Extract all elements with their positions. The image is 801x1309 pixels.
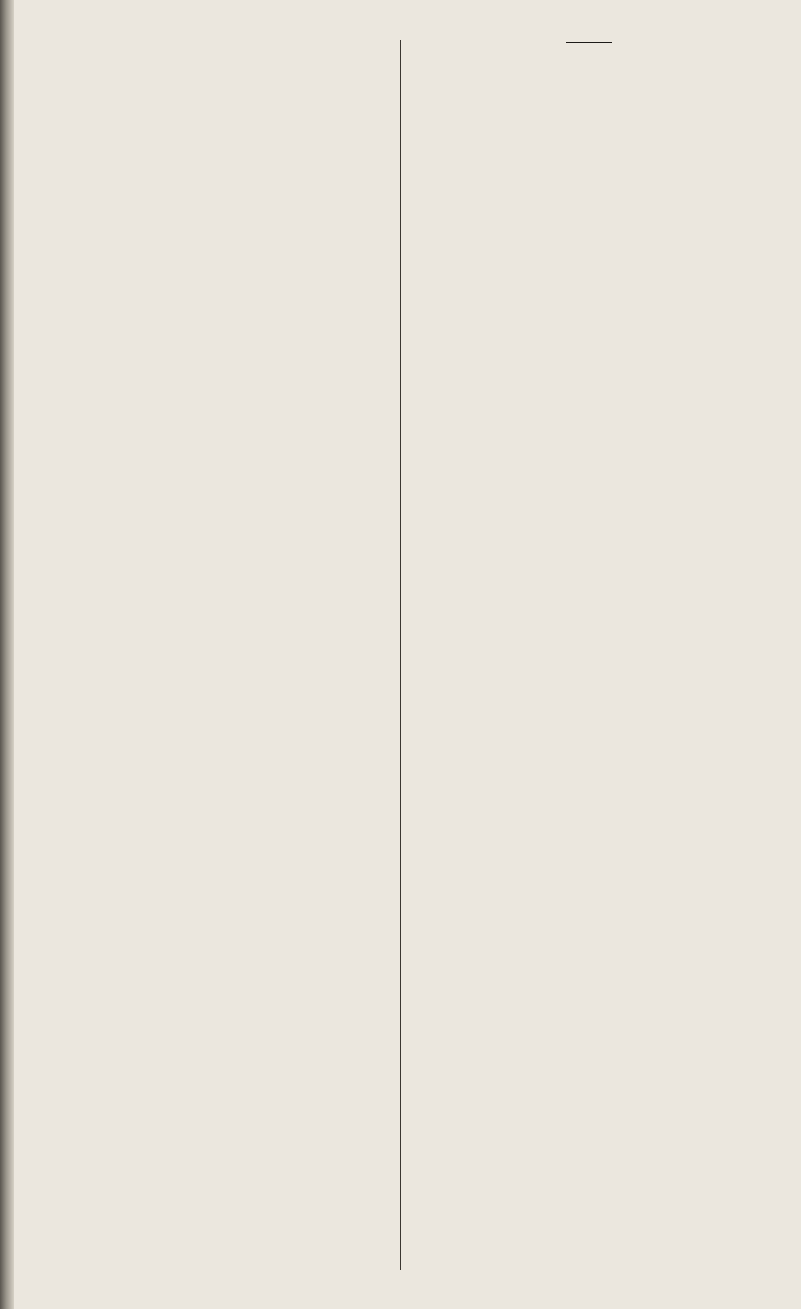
section-rule (566, 42, 612, 43)
book-spine-shadow (0, 0, 14, 1309)
right-column (410, 38, 768, 61)
page-header (0, 4, 801, 32)
left-column (54, 38, 409, 86)
column-divider (400, 40, 401, 1270)
